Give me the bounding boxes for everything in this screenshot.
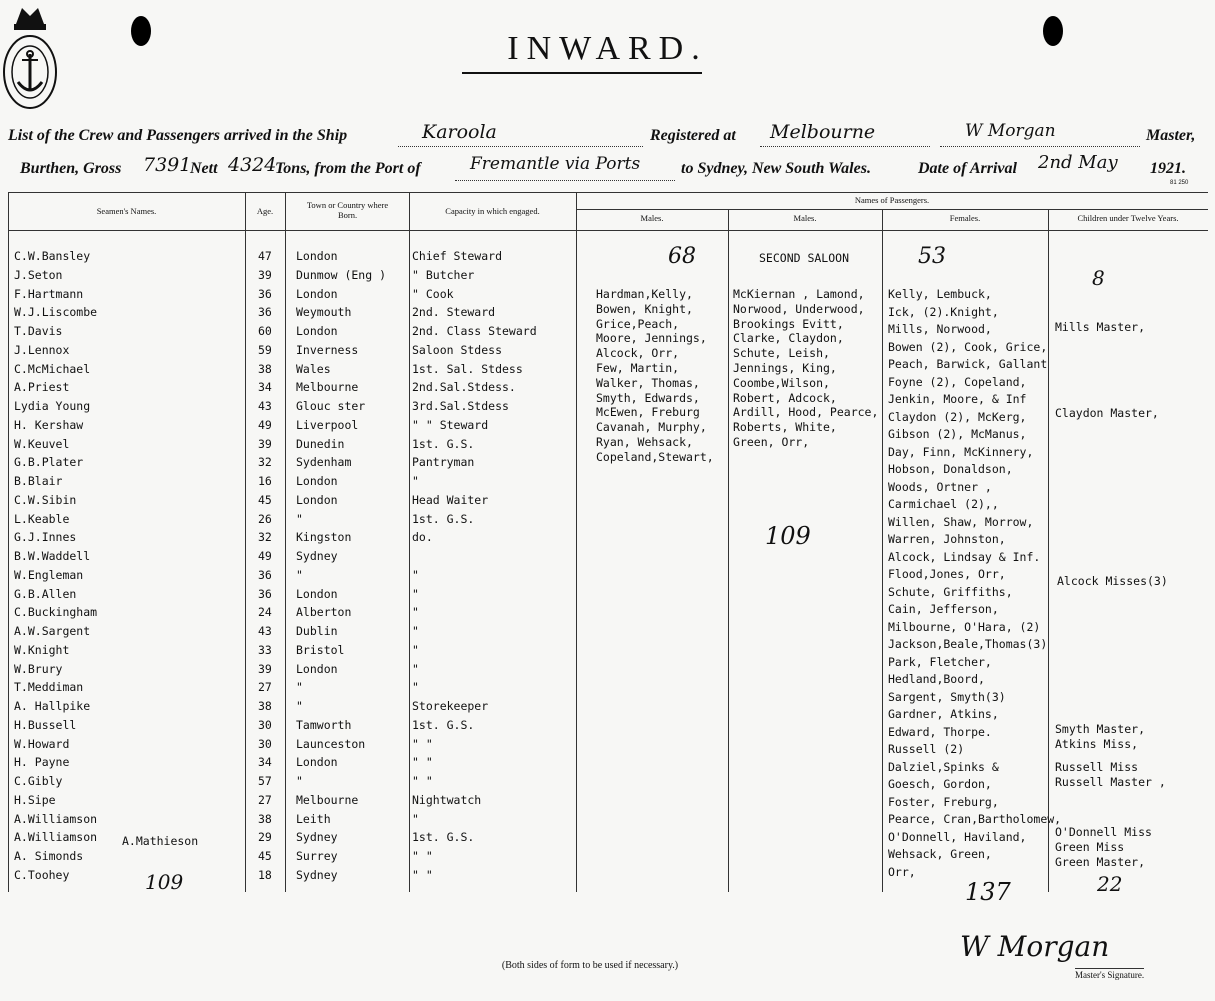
crew-name: Lydia Young	[14, 399, 91, 413]
crew-age: 57	[258, 774, 272, 788]
crew-capacity: "	[412, 624, 419, 638]
nett-label: Nett	[190, 160, 218, 177]
title-underline	[462, 72, 702, 74]
registered-port: Melbourne	[770, 121, 876, 143]
crew-name: W.Keuvel	[14, 436, 70, 451]
male-passenger-entry: Roberts, White,	[733, 420, 837, 435]
crew-town: Inverness	[296, 342, 359, 357]
crew-name: F.Hartmann	[14, 286, 84, 301]
crew-age: 36	[258, 286, 272, 301]
crew-row	[0, 662, 1215, 681]
child-passenger-entry: Claydon Master,	[1055, 406, 1159, 420]
master-signature-label: Master's Signature.	[1075, 970, 1145, 980]
crew-age: 39	[258, 436, 272, 451]
child-passenger-entry: Green Miss	[1055, 840, 1125, 854]
crew-capacity: do.	[412, 530, 433, 545]
crew-row	[0, 268, 1215, 287]
burthen-label: Burthen, Gross	[20, 160, 122, 177]
female-passenger-entry: Peach, Barwick, Gallant	[888, 357, 1048, 371]
col-head-passengers: Names of Passengers.	[854, 195, 930, 205]
male-passenger-entry: Cavanah, Murphy,	[596, 420, 707, 435]
crew-capacity: "	[412, 680, 419, 695]
from-port: Fremantle via Ports	[470, 154, 641, 174]
col-head-seamen: Seamen's Names.	[96, 206, 157, 216]
crew-name: W.Brury	[14, 661, 63, 676]
col-head-females: Females.	[949, 213, 981, 223]
crew-age: 43	[258, 624, 272, 638]
crew-town: London	[296, 286, 338, 301]
male-passenger-entry: Schute, Leish,	[733, 346, 830, 361]
female-passenger-entry: Jackson,Beale,Thomas(3)	[888, 637, 1048, 651]
crew-name: T.Meddiman	[14, 680, 84, 695]
crew-age: 39	[258, 661, 272, 676]
crew-age: 34	[258, 380, 272, 395]
crew-capacity: 2nd.Sal.Stdess.	[412, 380, 516, 395]
male-passenger-entry: Norwood, Underwood,	[733, 301, 865, 316]
passengers-sub-rule	[576, 209, 1208, 210]
crew-capacity: " "	[412, 736, 433, 751]
crew-name: C.W.Sibin	[14, 492, 77, 507]
female-passenger-entry: Carmichael (2),,	[888, 497, 999, 511]
col-head-town: Town or Country where Born.	[306, 200, 389, 220]
crew-capacity: 2nd. Steward	[412, 305, 496, 320]
female-passenger-entry: Wehsack, Green,	[888, 847, 992, 861]
crew-age: 18	[258, 867, 272, 882]
crew-capacity: " " Steward	[412, 417, 489, 432]
crew-row	[0, 249, 1215, 268]
crew-name: A.Priest	[14, 380, 70, 395]
crew-capacity: "	[412, 567, 419, 582]
ship-name-line	[398, 146, 643, 147]
crew-age: 27	[258, 792, 272, 807]
crew-town: Dunedin	[296, 436, 345, 451]
crew-age: 32	[258, 530, 272, 545]
date-value: 2nd May	[1038, 152, 1118, 173]
crew-town: London	[296, 249, 338, 263]
crew-age: 59	[258, 342, 272, 357]
crew-town: "	[296, 699, 303, 713]
form-title: INWARD.	[507, 30, 708, 67]
female-passenger-entry: Warren, Johnston,	[888, 532, 1006, 546]
female-passenger-entry: Mills, Norwood,	[888, 322, 992, 336]
child-passenger-entry: O'Donnell Miss	[1055, 825, 1152, 839]
female-passenger-entry: Flood,Jones, Orr,	[888, 567, 1006, 581]
female-passenger-entry: Gardner, Atkins,	[888, 707, 999, 721]
crew-row	[0, 680, 1215, 699]
child-passenger-entry: Russell Miss	[1055, 760, 1139, 774]
crew-town: Launceston	[296, 736, 366, 751]
crew-capacity: 1st. G.S.	[412, 436, 475, 451]
females-count: 53	[918, 244, 946, 269]
crew-name: W.Knight	[14, 642, 70, 657]
crew-capacity: 2nd. Class Steward	[412, 324, 537, 338]
crew-row	[0, 718, 1215, 737]
male-passenger-entry: Copeland,Stewart,	[596, 449, 714, 464]
crew-age: 45	[258, 849, 272, 863]
crew-capacity: 1st. G.S.	[412, 717, 475, 732]
crew-name: J.Lennox	[14, 342, 70, 357]
crew-name: B.Blair	[14, 474, 63, 488]
crew-capacity: " Butcher	[412, 267, 475, 282]
crew-capacity: " "	[412, 867, 433, 882]
master-name: W Morgan	[965, 121, 1056, 141]
crew-name: H.Bussell	[14, 717, 77, 732]
male-passenger-entry: Clarke, Claydon,	[733, 331, 844, 346]
crew-age: 32	[258, 455, 272, 470]
crew-age: 30	[258, 736, 272, 751]
crew-age: 45	[258, 492, 272, 507]
crew-age: 24	[258, 605, 272, 620]
tons-label: Tons, from the Port of	[275, 160, 421, 177]
second-saloon-label: SECOND SALOON	[759, 251, 850, 265]
crew-capacity: Saloon Stdess	[412, 342, 503, 357]
crew-row	[0, 737, 1215, 756]
crew-town: "	[296, 680, 303, 695]
crew-capacity: 1st. G.S.	[412, 511, 475, 526]
female-passenger-entry: Ick, (2).Knight,	[888, 304, 999, 319]
from-port-line	[455, 180, 675, 181]
child-passenger-entry: Green Master,	[1055, 855, 1146, 869]
female-passenger-entry: Day, Finn, McKinnery,	[888, 444, 1034, 459]
male-passenger-entry: Brookings Evitt,	[733, 316, 844, 331]
crew-age: 27	[258, 680, 272, 695]
child-passenger-entry: Smyth Master,	[1055, 722, 1146, 736]
form-code: 81 250	[1170, 180, 1189, 186]
crew-name: T.Davis	[14, 324, 63, 338]
crew-capacity: 1st. G.S.	[412, 830, 475, 845]
crew-age: 26	[258, 511, 272, 526]
crew-town: London	[296, 586, 338, 601]
registered-label: Registered at	[650, 127, 736, 144]
female-passenger-entry: Pearce, Cran,Bartholomew,	[888, 812, 1062, 826]
col-head-males-2: Males.	[793, 213, 817, 223]
female-passenger-entry: Hedland,Boord,	[888, 672, 985, 686]
year-value: 1921.	[1150, 160, 1186, 177]
crew-capacity: " "	[412, 849, 433, 863]
header-line1-prefix: List of the Crew and Passengers arrived in the Ship	[8, 127, 348, 144]
female-passenger-entry: Alcock, Lindsay & Inf.	[888, 549, 1041, 564]
crew-age: 36	[258, 567, 272, 582]
crew-name: C.Gibly	[14, 774, 63, 788]
crew-capacity: " "	[412, 755, 433, 770]
crew-age: 43	[258, 399, 272, 413]
female-passenger-entry: Park, Fletcher,	[888, 654, 992, 669]
crew-town: "	[296, 567, 303, 582]
crew-capacity: Pantryman	[412, 455, 475, 470]
crew-age: 60	[258, 324, 272, 338]
crew-capacity: "	[412, 605, 419, 620]
crew-name: C.Toohey	[14, 867, 70, 882]
crew-age: 38	[258, 811, 272, 826]
col-head-capacity: Capacity in which engaged.	[445, 206, 540, 216]
crew-town: Surrey	[296, 849, 338, 863]
female-passenger-entry: Hobson, Donaldson,	[888, 462, 1013, 476]
crew-name: A.Williamson	[14, 830, 98, 845]
crew-town: Melbourne	[296, 792, 359, 807]
crew-name: C.Buckingham	[14, 605, 98, 620]
crew-town: London	[296, 492, 338, 507]
females-total: 137	[965, 878, 1011, 906]
crew-age: 34	[258, 755, 272, 770]
female-passenger-entry: Gibson (2), McManus,	[888, 427, 1027, 441]
male-passenger-entry: Coombe,Wilson,	[733, 375, 830, 390]
table-header-rule	[8, 230, 1208, 231]
crew-capacity: " "	[412, 774, 433, 788]
female-passenger-entry: Cain, Jefferson,	[888, 602, 999, 616]
male-passenger-entry: Walker, Thomas,	[596, 375, 700, 390]
female-passenger-entry: Jenkin, Moore, & Inf	[888, 392, 1027, 406]
crew-town: Dunmow (Eng )	[296, 267, 387, 282]
female-passenger-entry: Kelly, Lembuck,	[888, 287, 992, 301]
crew-capacity: 3rd.Sal.Stdess	[412, 399, 509, 413]
col-head-age: Age.	[256, 206, 274, 216]
crew-capacity: " Cook	[412, 286, 454, 301]
crew-age: 39	[258, 267, 272, 282]
master-signature: W Morgan	[960, 930, 1110, 963]
crew-town: Leith	[296, 811, 331, 826]
crew-name: A. Simonds	[14, 849, 84, 863]
crew-name: C.W.Bansley	[14, 249, 91, 263]
child-passenger-entry: Russell Master ,	[1055, 775, 1166, 789]
crew-capacity: Chief Steward	[412, 249, 503, 263]
crew-capacity: "	[412, 811, 419, 826]
crew-town: London	[296, 324, 338, 338]
female-passenger-entry: Orr,	[888, 864, 916, 879]
male-passenger-entry: Ardill, Hood, Pearce,	[733, 405, 879, 420]
male-passenger-entry: McEwen, Freburg	[596, 405, 700, 420]
female-passenger-entry: Russell (2)	[888, 742, 965, 756]
crew-name: G.B.Plater	[14, 455, 84, 470]
crew-town: Sydney	[296, 549, 338, 563]
female-passenger-entry: Bowen (2), Cook, Grice,	[888, 339, 1048, 354]
male-passenger-entry: Grice,Peach,	[596, 316, 680, 331]
crew-name: L.Keable	[14, 511, 70, 526]
crew-capacity: "	[412, 661, 419, 676]
crew-name: G.B.Allen	[14, 586, 77, 601]
child-passenger-entry: Atkins Miss,	[1055, 737, 1139, 751]
crew-name: W.J.Liscombe	[14, 305, 98, 320]
crew-town: Alberton	[296, 605, 352, 620]
crew-capacity: "	[412, 474, 419, 488]
crew-town: London	[296, 661, 338, 676]
crew-town: Sydenham	[296, 455, 352, 470]
female-passenger-entry: Foyne (2), Copeland,	[888, 374, 1027, 389]
crew-name: A.Williamson	[14, 811, 98, 826]
males2-total: 109	[765, 522, 811, 550]
crew-age: 36	[258, 305, 272, 320]
crew-town: Tamworth	[296, 717, 352, 732]
nett-value: 4324	[228, 154, 277, 176]
master-name-line	[940, 146, 1140, 147]
col-head-children: Children under Twelve Years.	[1077, 213, 1179, 223]
crew-name: C.McMichael	[14, 361, 91, 376]
female-passenger-entry: Claydon (2), McKerg,	[888, 409, 1027, 424]
crew-age: 16	[258, 474, 272, 488]
child-passenger-entry: Mills Master,	[1055, 320, 1146, 334]
crew-row	[0, 474, 1215, 493]
children-count: 8	[1092, 266, 1105, 290]
female-passenger-entry: Dalziel,Spinks &	[888, 759, 999, 774]
crew-town: "	[296, 511, 303, 526]
master-label: Master,	[1146, 127, 1196, 144]
crew-capacity: 1st. Sal. Stdess	[412, 361, 523, 376]
crew-row	[0, 568, 1215, 587]
crew-town: London	[296, 474, 338, 488]
crew-capacity: Nightwatch	[412, 792, 482, 807]
date-label: Date of Arrival	[918, 160, 1017, 177]
crew-town: Sydney	[296, 867, 338, 882]
female-passenger-entry: Edward, Thorpe.	[888, 724, 992, 739]
crew-town: Dublin	[296, 624, 338, 638]
female-passenger-entry: Goesch, Gordon,	[888, 777, 992, 791]
female-passenger-entry: Schute, Griffiths,	[888, 584, 1013, 599]
crew-capacity: Head Waiter	[412, 492, 489, 507]
crew-name: B.W.Waddell	[14, 549, 91, 563]
male-passenger-entry: Bowen, Knight,	[596, 301, 693, 316]
crew-age: 38	[258, 361, 272, 376]
crew-name: H. Kershaw	[14, 417, 84, 432]
crew-capacity: "	[412, 586, 419, 601]
crew-name: A. Hallpike	[14, 699, 91, 713]
crew-name: W.Engleman	[14, 567, 84, 582]
crew-age: 33	[258, 642, 272, 657]
crew-town: Melbourne	[296, 380, 359, 395]
crew-name: A.W.Sargent	[14, 624, 91, 638]
crew-age: 47	[258, 249, 272, 263]
crew-name: H.Sipe	[14, 792, 56, 807]
table-top-rule	[8, 192, 1208, 193]
gross-value: 7391	[143, 154, 192, 176]
crew-row	[0, 849, 1215, 868]
crew-town: Liverpool	[296, 417, 359, 432]
crew-capacity: Storekeeper	[412, 699, 489, 713]
crew-name: H. Payne	[14, 755, 70, 770]
crew-name: J.Seton	[14, 267, 63, 282]
male-passenger-entry: Green, Orr,	[733, 435, 810, 449]
male-passenger-entry: McKiernan , Lamond,	[733, 287, 865, 301]
crew-town: London	[296, 755, 338, 770]
crew-row	[0, 774, 1215, 793]
crew-row	[0, 793, 1215, 812]
male-passenger-entry: Moore, Jennings,	[596, 331, 707, 346]
crew-age: 49	[258, 549, 272, 563]
male-passenger-entry: Few, Martin,	[596, 361, 680, 375]
males1-count: 68	[668, 244, 696, 269]
registered-port-line	[760, 146, 930, 147]
male-passenger-entry: Jennings, King,	[733, 361, 837, 375]
crew-age: 36	[258, 586, 272, 601]
crew-town: Weymouth	[296, 305, 352, 320]
crew-row	[0, 530, 1215, 549]
child-passenger-entry: Alcock Misses(3)	[1057, 574, 1168, 588]
crew-name: W.Howard	[14, 736, 70, 751]
to-label: to Sydney, New South Wales.	[681, 160, 871, 177]
male-passenger-entry: Alcock, Orr,	[596, 346, 680, 361]
crew-substitute-name: A.Mathieson	[122, 834, 199, 848]
crew-age: 49	[258, 417, 272, 432]
children-total: 22	[1097, 872, 1123, 896]
crew-age: 38	[258, 699, 272, 713]
footer-note: (Both sides of form to be used if necessary.)	[501, 960, 679, 971]
crew-town: Glouc ster	[296, 399, 366, 413]
ship-name: Karoola	[422, 121, 497, 143]
crew-town: Kingston	[296, 530, 352, 545]
crew-age: 30	[258, 717, 272, 732]
male-passenger-entry: Smyth, Edwards,	[596, 390, 700, 405]
male-passenger-entry: Robert, Adcock,	[733, 390, 837, 405]
female-passenger-entry: Woods, Ortner ,	[888, 479, 992, 494]
female-passenger-entry: Willen, Shaw, Morrow,	[888, 514, 1034, 529]
female-passenger-entry: Sargent, Smyth(3)	[888, 689, 1006, 704]
crew-row	[0, 493, 1215, 512]
crew-town: "	[296, 774, 303, 788]
female-passenger-entry: Milbourne, O'Hara, (2)	[888, 619, 1041, 634]
female-passenger-entry: O'Donnell, Haviland,	[888, 829, 1027, 844]
crew-row	[0, 755, 1215, 774]
female-passenger-entry: Foster, Freburg,	[888, 794, 999, 809]
crew-town: Bristol	[296, 642, 345, 657]
col-head-males-1: Males.	[640, 213, 664, 223]
crew-row	[0, 699, 1215, 718]
crew-row	[0, 584, 1215, 606]
crew-town: Wales	[296, 361, 331, 376]
crew-capacity: "	[412, 642, 419, 657]
crew-total: 109	[145, 870, 184, 894]
crew-age: 29	[258, 830, 272, 845]
crew-name: G.J.Innes	[14, 530, 77, 545]
male-passenger-entry: Ryan, Wehsack,	[596, 435, 693, 449]
male-passenger-entry: Hardman,Kelly,	[596, 287, 693, 301]
crew-town: Sydney	[296, 830, 338, 845]
